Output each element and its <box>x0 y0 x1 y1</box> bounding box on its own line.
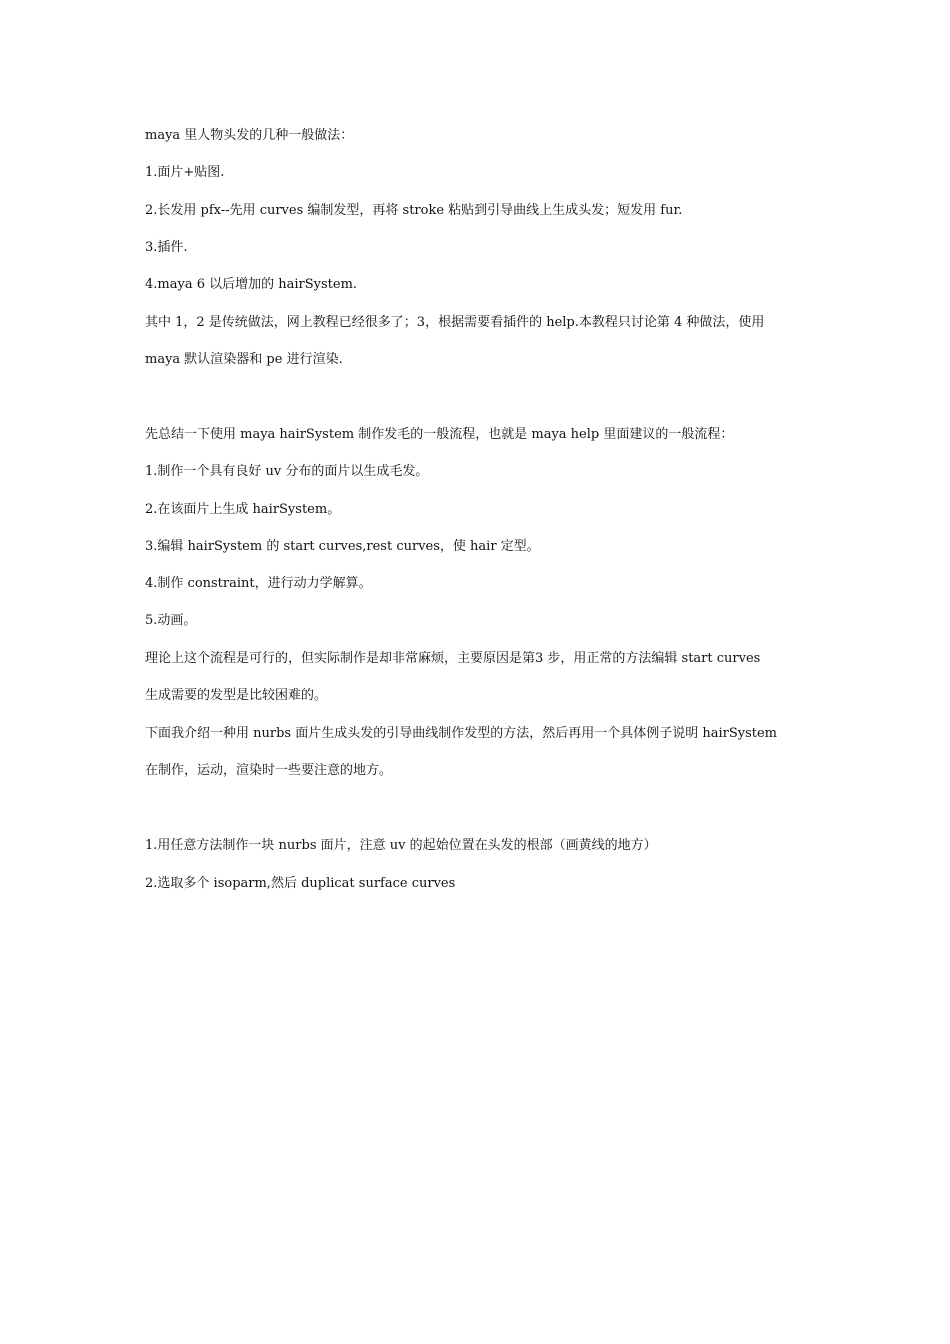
text-line: 在制作，运动，渲染时一些要注意的地方。 <box>145 763 393 778</box>
text-line: 生成需要的发型是比较困难的。 <box>145 688 328 703</box>
text-line: 理论上这个流程是可行的，但实际制作是却非常麻烦，主要原因是第3 步，用正常的方法编辑 start curves <box>145 651 761 666</box>
text-line: 3.编辑 hairSystem 的 start curves,rest curves，使 hair 定型。 <box>145 539 540 554</box>
text-line: 5.动画。 <box>145 613 197 628</box>
text-line: 1.用任意方法制作一块 nurbs 面片，注意 uv 的起始位置在头发的根部（画黄线的地方） <box>145 838 657 853</box>
text-line: 1.制作一个具有良好 uv 分布的面片以生成毛发。 <box>145 464 429 479</box>
text-line: 2.长发用 pfx--先用 curves 编制发型，再将 stroke 粘贴到引导曲线上生成头发；短发用 fur. <box>145 203 683 218</box>
text-line: 3.插件. <box>145 240 188 255</box>
text-line: 4.maya 6 以后增加的 hairSystem. <box>145 277 358 292</box>
text-line: maya 默认渲染器和 pe 进行渲染. <box>145 352 343 367</box>
text-line: 其中 1，2 是传统做法，网上教程已经很多了；3，根据需要看插件的 help.本教程只讨论第 4 种做法，使用 <box>145 315 765 330</box>
text-line: 1.面片+贴图. <box>145 165 225 180</box>
text-line: 下面我介绍一种用 nurbs 面片生成头发的引导曲线制作发型的方法，然后再用一个具体例子说明 hairSystem <box>145 726 778 741</box>
text-line: maya 里人物头发的几种一般做法： <box>145 128 354 143</box>
text-line: 2.选取多个 isoparm,然后 duplicat surface curves <box>145 876 456 891</box>
text-line: 2.在该面片上生成 hairSystem。 <box>145 502 341 517</box>
text-line: 4.制作 constraint，进行动力学解算。 <box>145 576 372 591</box>
text-line: 先总结一下使用 maya hairSystem 制作发毛的一般流程，也就是 maya help 里面建议的一般流程： <box>145 427 734 442</box>
